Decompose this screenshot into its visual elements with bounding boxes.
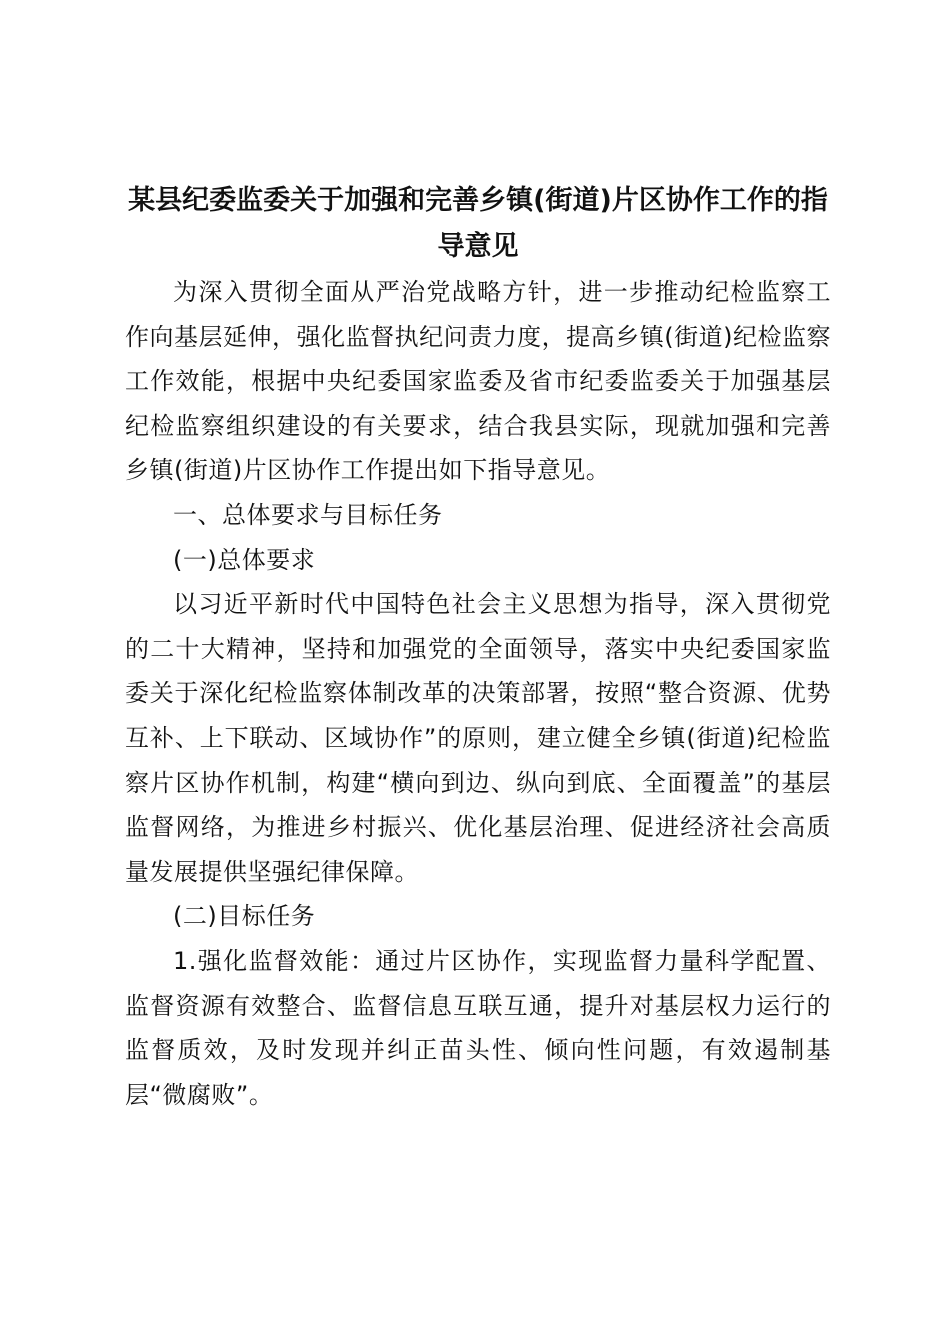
section-heading: 一、总体要求与目标任务 bbox=[173, 500, 443, 529]
subsection-heading-general: (一)总体要求 bbox=[173, 545, 316, 574]
general-requirements-paragraph: 以习近平新时代中国特色社会主义思想为指导，深入贯彻党的二十大精神，坚持和加强党的全面领导，落实中央纪委国家监委关于深化纪检监察体制改革的决策部署，按照“整合资源、优势互补、上下联动、区域协作”的原则，建立健全乡镇(街道)纪检监察片区协作机制，构建“横向到边、纵向到底、全面覆盖”的基层监督网络，为推进乡村振兴、优化基层治理、促进经济社会高质量发展提供坚强纪律保障。 bbox=[125, 590, 831, 886]
goal-item-1: 1.强化监督效能：通过片区协作，实现监督力量科学配置、监督资源有效整合、监督信息互联互通，提升对基层权力运行的监督质效，及时发现并纠正苗头性、倾向性问题，有效遏制基层“微腐败”。 bbox=[125, 946, 831, 1109]
document-title: 某县纪委监委关于加强和完善乡镇(街道)片区协作工作的指导意见 bbox=[128, 185, 828, 262]
document-page bbox=[125, 178, 831, 1117]
subsection-heading-goals: (二)目标任务 bbox=[173, 902, 316, 931]
intro-paragraph: 为深入贯彻全面从严治党战略方针，进一步推动纪检监察工作向基层延伸，强化监督执纪问责力度，提高乡镇(街道)纪检监察工作效能，根据中央纪委国家监委及省市纪委监委关于加强基层纪检监察组织建设的有关要求，结合我县实际，现就加强和完善乡镇(街道)片区协作工作提出如下指导意见。 bbox=[125, 278, 831, 485]
